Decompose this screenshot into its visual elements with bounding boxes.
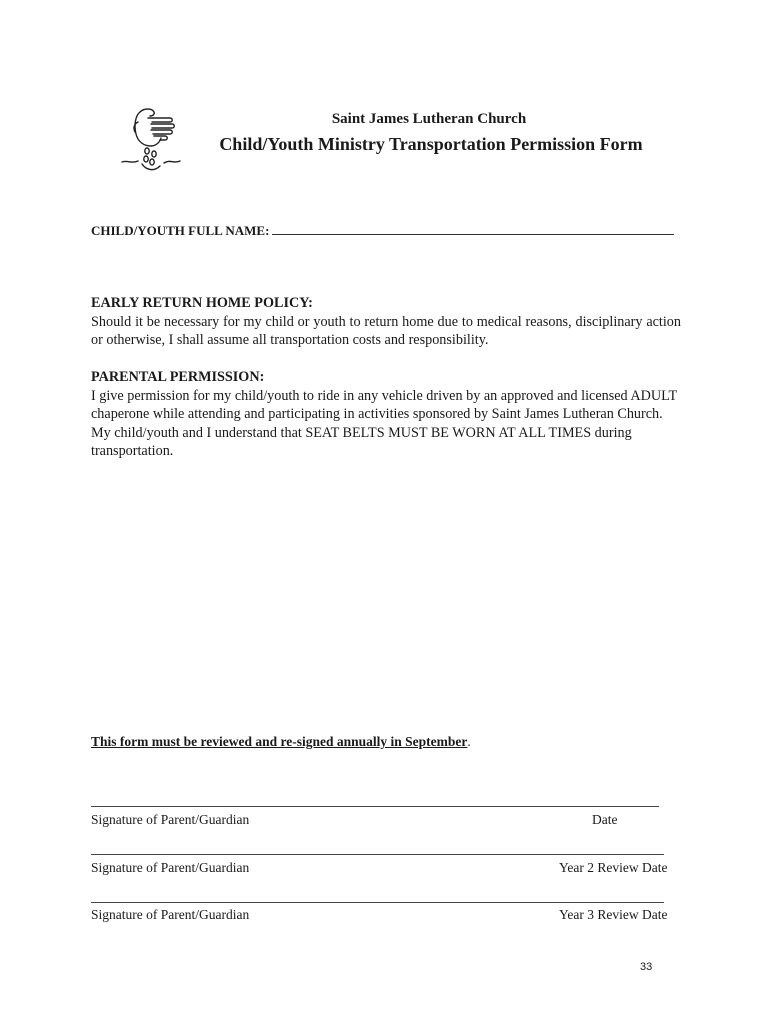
early-return-heading: EARLY RETURN HOME POLICY: xyxy=(91,295,313,311)
parental-permission-heading: PARENTAL PERMISSION: xyxy=(91,369,265,385)
child-name-blank-line[interactable] xyxy=(272,224,674,235)
annual-review-notice-suffix: . xyxy=(467,734,471,749)
date-label-3: Year 3 Review Date xyxy=(559,907,668,922)
date-label-1: Date xyxy=(592,812,618,827)
signature-label-2: Signature of Parent/Guardian xyxy=(91,860,250,875)
parental-permission-section xyxy=(91,368,681,461)
signature-line-1[interactable] xyxy=(91,806,659,807)
organization-name: Saint James Lutheran Church xyxy=(331,111,527,127)
signature-line-2[interactable] xyxy=(91,854,664,855)
early-return-section xyxy=(91,294,681,350)
signature-label-3: Signature of Parent/Guardian xyxy=(91,907,250,922)
date-label-2: Year 2 Review Date xyxy=(559,860,668,875)
early-return-body: Should it be necessary for my child or youth to return home due to medical reasons, disciplinary action or otherwise, I shall assume all transportation costs and responsibility. xyxy=(91,313,681,349)
parental-permission-body: I give permission for my child/youth to ride in any vehicle driven by an approved and licensed ADULT chaperone while attending and participating in activities sponsored by Saint James Lutheran Church. My child/youth and I understand that SEAT BELTS MUST BE WORN AT ALL TIMES during transportation. xyxy=(91,387,677,460)
form-title: Child/Youth Ministry Transportation Permission Form xyxy=(219,134,643,154)
signature-label-1: Signature of Parent/Guardian xyxy=(91,812,250,827)
child-name-field xyxy=(91,223,674,239)
annual-review-notice xyxy=(91,734,471,750)
child-name-label: CHILD/YOUTH FULL NAME: xyxy=(91,223,270,238)
signature-line-3[interactable] xyxy=(91,902,664,903)
page-number: 33 xyxy=(640,961,653,973)
annual-review-notice-text: This form must be reviewed and re-signed annually in September xyxy=(91,734,468,749)
